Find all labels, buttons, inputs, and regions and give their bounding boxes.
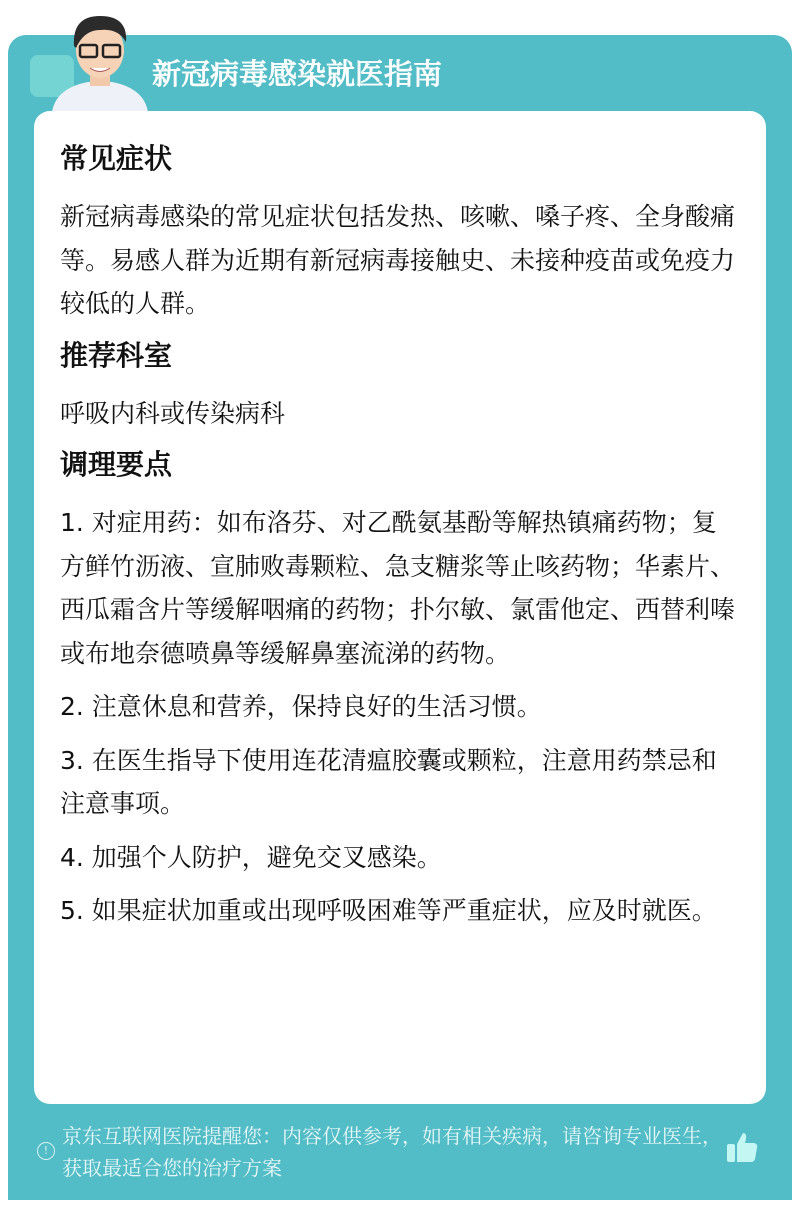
content-card [34,111,766,1104]
care-item: 3. 在医生指导下使用连花清瘟胶囊或颗粒，注意用药禁忌和注意事项。 [60,745,717,818]
doctor-avatar-icon [48,8,152,112]
symptoms-text: 新冠病毒感染的常见症状包括发热、咳嗽、嗓子疼、全身酸痛等。易感人群为近期有新冠病毒接触史、未接种疫苗或免疫力较低的人群。 [60,202,736,318]
care-item: 4. 加强个人防护，避免交叉感染。 [60,842,442,872]
section-heading-department: 推荐科室 [60,338,173,372]
disclaimer-text: 京东互联网医院提醒您：内容仅供参考，如有相关疾病，请咨询专业医生，获取最适合您的治疗方案 [62,1124,722,1180]
section-heading-symptoms: 常见症状 [60,142,173,175]
section-heading-care: 调理要点 [60,448,173,481]
care-item: 1. 对症用药：如布洛芬、对乙酰氨基酚等解热镇痛药物；复方鲜竹沥液、宣肺败毒颗粒、急支糖浆等止咳药物；华素片、西瓜霜含片等缓解咽痛的药物；扑尔敏、氯雷他定、西替利嗪或布地奈德喷鼻等缓解鼻塞流涕的药物。 [60,508,736,668]
care-item: 5. 如果症状加重或出现呼吸困难等严重症状，应及时就医。 [60,896,717,925]
thumbs-up-icon[interactable] [725,1130,759,1164]
page-title: 新冠病毒感染就医指南 [152,57,443,91]
care-item: 2. 注意休息和营养，保持良好的生活习惯。 [60,692,542,721]
department-text: 呼吸内科或传染病科 [60,398,286,428]
info-icon: ! [37,1142,55,1160]
